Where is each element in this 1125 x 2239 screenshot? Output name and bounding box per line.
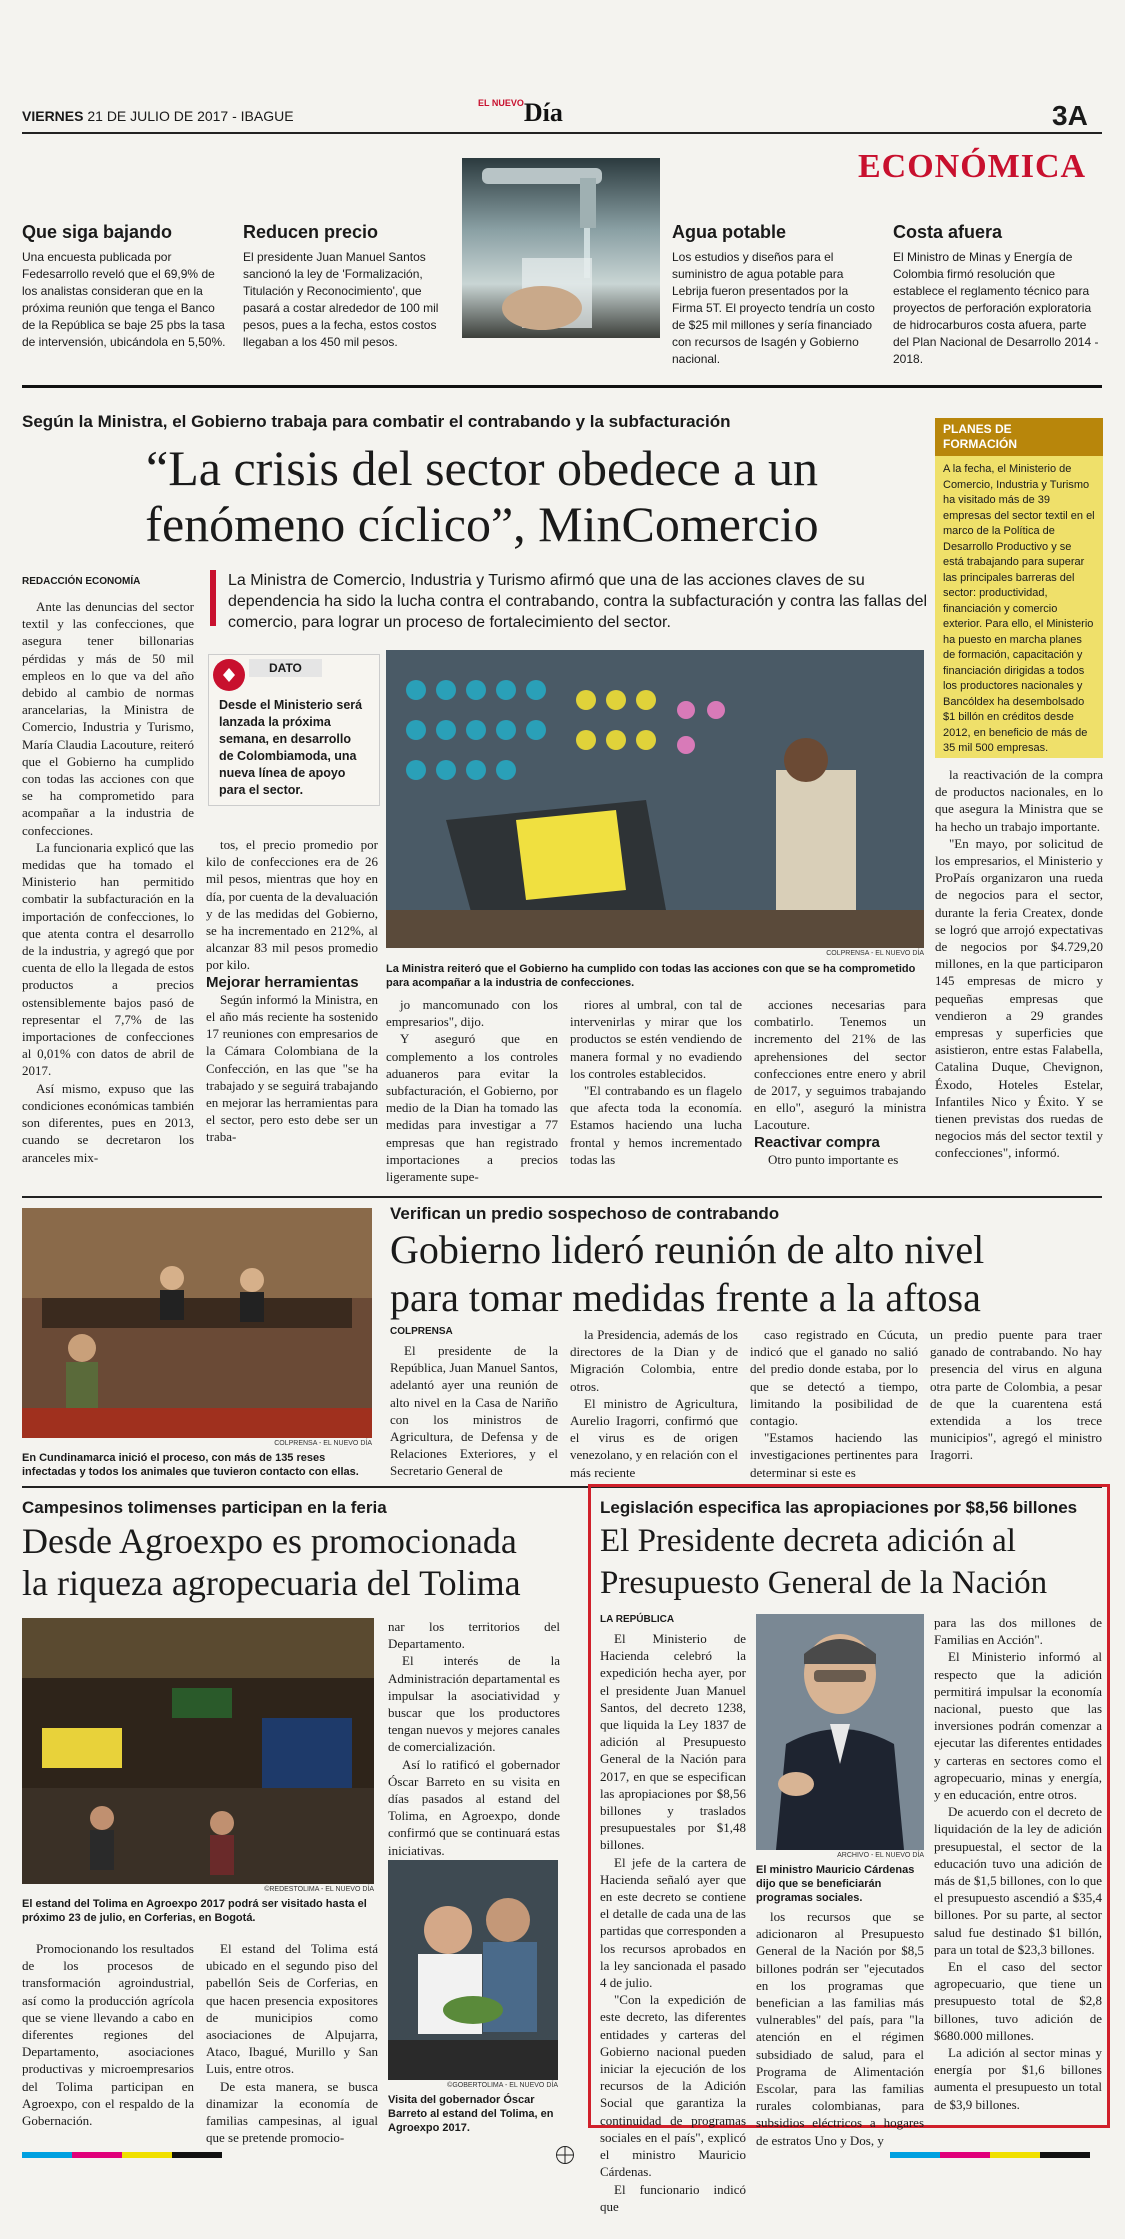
sidebar-text: A la fecha, el Ministerio de Comercio, Industria y Turismo ha visitado más de 39 empresas del sector textil en el marco de la Política de Desarrollo Productivo y se está trabajando para superar las principales barreras del sector: productividad, financiación y comercio exterior. Para ello, el Ministerio ha puesto en marcha planes de formación, capacitación y financiación dirigidas a todos los productores nacionales y Bancóldex ha desembolsado $1 billón en créditos desde 2012, en beneficio de más de 35 mil 500 empresas. (943, 463, 1095, 754)
paragraph: El jefe de la cartera de Hacienda señaló ayer que en este decreto se contiene el detalle de cada una de las partidas que corresponden a los recursos aprobados en la ley sancionada el pasado 4 de julio. (600, 1854, 746, 1991)
paragraph: Otro punto importante es (768, 1151, 899, 1167)
paragraph: caso registrado en Cúcuta, indicó que el ganado no salió del predio donde estaba, por lo que se detectó a tiempo, limitando la posibilidad de contagio. (750, 1327, 918, 1429)
presupuesto-col-1 (600, 1630, 746, 2215)
presupuesto-kicker: Legislación especifica las apropiaciones por $8,56 billones (600, 1498, 1078, 1517)
paragraph: para las dos millones de Familias en Acción". (934, 1615, 1102, 1648)
aftosa-col-3 (750, 1326, 918, 1481)
paragraph: La funcionaria explicó que las medidas que ha tomado el Ministerio han permitido combatir la subfacturación en la importación de confecciones, lo que atenta contra el desarrollo de la industria, y agregó que por cuenta de ello la llegada de estos productos a precios ostensiblemente bajos pasó de representar el 7,7% de las importaciones de confecciones al 0,01% con datos de abril de 2017. (22, 839, 194, 1079)
aftosa-col-1 (390, 1342, 558, 1480)
paragraph: Así mismo, expuso que las condiciones económicas también son diferentes, pues en 2013, cuando se decretaron los aranceles mix- (22, 1080, 194, 1165)
print-colorbar (22, 2152, 222, 2158)
sidebar-title (935, 418, 1103, 456)
paragraph: los recursos que se adicionaron al Presupuesto General de la Nación por $8,5 billones podrán ser "ejecutados en los programas que benefician a las familias más vulnerables" del país, para "la atención en el régimen subsidiado de salud, para el Programa de Alimentación Escolar, para las familias rurales colombianas, para subsidios eléctricos a hogares de estratos Uno y Dos, y (756, 1909, 924, 2148)
aftosa-byline: COLPRENSA (390, 1326, 453, 1337)
newspaper-logo (478, 98, 563, 128)
agroexpo-photo-caption: El estand del Tolima en Agroexpo 2017 podrá ser visitado hasta el próximo 23 de julio, en Corferias, en Bogotá. (22, 1898, 367, 1924)
brief-body: El Ministro de Minas y Energía de Colombia firmó resolución que establece el reglamento técnico para proyectos de perforación exploratoria de hidrocarburos costa afuera, parte del Plan Nacional de Desarrollo 2014 - 2018. (893, 250, 1099, 366)
sidebar-title-line: PLANES DE (943, 422, 1012, 436)
paragraph: Y aseguró que en complemento a los controles aduaneros para evitar la subfacturación, el Gobierno, por medio de la Dian ha tomado las medidas para investigar a 77 empresas que han registrado importaciones a precios ligeramente supe- (386, 1031, 558, 1185)
paragraph: De acuerdo con el decreto de liquidación de la ley de adición presupuestal, el sector de la educación tuvo una adición de más de $1,5 billones, con lo que el presupuesto ascendió a $35,4 billones. Por su parte, al sector salud fue destinado $1 billón, para un total de $23,3 billones. (934, 1804, 1102, 1957)
headline-line: Desde Agroexpo es promocionada (22, 1521, 517, 1561)
paragraph: jo mancomunado con los empresarios", dijo. (386, 997, 558, 1030)
print-colorbar (890, 2152, 1090, 2158)
dato-box (208, 654, 380, 806)
paragraph: tos, el precio promedio por kilo de confecciones era de 26 mil pesos, mientras que hoy en día, por cuenta de la devaluación y de las medidas del Gobierno, se ha incrementado en 212%, al alcanzar 83 mil pesos promedio por kilo. (206, 837, 378, 973)
main-col-2 (206, 836, 378, 1146)
dato-text: Desde el Ministerio será lanzada la próxima semana, en desarrollo de Colombiamoda, una nueva línea de apoyo para el sector. (219, 698, 363, 797)
textile-illustration (386, 650, 924, 948)
paragraph: La adición al sector minas y energía por $1,6 billones aumenta el presupuesto un total de $3,9 billones. (934, 2045, 1102, 2112)
main-col-1 (22, 598, 194, 1166)
date-rest: 21 DE JULIO DE 2017 - IBAGUE (87, 108, 294, 124)
brief-title: Reducen precio (243, 222, 379, 242)
minister-photo (756, 1614, 924, 1850)
minister-illustration (756, 1614, 924, 1850)
paragraph: El interés de la Administración departamental es impulsar la asociatividad y buscar que los productores tengan nuevos y mejores canales de comercialización. (388, 1653, 560, 1755)
paragraph: "En mayo, por solicitud de los empresarios, el Ministerio y ProPaís organizaron una rueda de negocios para el sector, durante la feria Createx, donde se logró que arrojó expectativas de negocios por $4.729,20 millones, en la que participaron 145 empresas de micro y pequeñas empresas que vendieron a 29 grandes empresas y superficies que asistieron, entre estas Falabella, Catalina Duque, Chevignon, Éxodo, Hoteles Estelar, Infantiles Nico y Éxito. Y se tienen previstas dos ruedas de negocios más del sector textil y confecciones", informó. (935, 835, 1103, 1161)
paragraph: El estand del Tolima está ubicado en el segundo piso del pabellón Seis de Corferias, en que hacen presencia expositores de municipios como asociaciones de Alpujarra, Ataco, Ibagué, Murillo y San Luis, entre otros. (206, 1941, 378, 2077)
brief-title: Costa afuera (893, 222, 1003, 242)
paragraph: la reactivación de la compra de productos nacionales, en lo que asegura la Ministra que se ha hecho un trabajo importante. (935, 767, 1103, 834)
textile-factory-photo (386, 650, 924, 948)
paragraph: El Ministerio informó al respecto que la adición permitirá impulsar la economía nacional, puesto que las inversiones podrán comenzar a ejecutar las diferentes entidades y carteras en sectores como el agropecuario, minas y energía, y en educación, entre otros. (934, 1649, 1102, 1803)
paragraph: un predio puente para traer ganado de contrabando. No hay presencia del virus en alguna otra parte de Colombia, a pesar de que la cuarentena está extendida a los trece municipios", agregó el ministro Iragorri. (930, 1327, 1102, 1463)
brief-title: Que siga bajando (22, 222, 173, 242)
agroexpo-col-2 (206, 1940, 378, 2146)
paragraph: "Estamos haciendo las investigaciones pertinentes para determinar si este es (750, 1430, 918, 1480)
page-number: 3A (1052, 100, 1088, 131)
headline-line: El Presidente decreta adición al (600, 1523, 1016, 1559)
paragraph: De esta manera, se busca dinamizar la economía de familias campesinas, al igual que se pretende promocio- (206, 2078, 378, 2146)
main-photo-caption: La Ministra reiteró que el Gobierno ha cumplido con todas las acciones con que se ha comprometido para acompañar a la industria de confecciones. (386, 963, 916, 989)
agroexpo-col-3 (388, 1618, 560, 1859)
agroexpo-kicker: Campesinos tolimenses participan en la feria (22, 1498, 387, 1517)
subhead: Reactivar compra (754, 1133, 880, 1151)
presupuesto-col-3 (934, 1614, 1102, 2113)
meeting-illustration (22, 1208, 372, 1438)
paragraph: la Presidencia, además de los directores de la Dian y de Migración Colombia, entre otros. (570, 1327, 738, 1394)
presupuesto-headline (600, 1520, 1100, 1604)
aftosa-photo-caption: En Cundinamarca inició el proceso, con más de 135 reses infectadas y todos los animales que tuvieron contacto con ellas. (22, 1452, 359, 1478)
section-title: ECONÓMICA (858, 148, 1087, 185)
date-day: VIERNES (22, 108, 84, 124)
main-headline (22, 440, 942, 552)
page-date (22, 108, 294, 124)
aftosa-col-4 (930, 1326, 1102, 1464)
brief-title: Agua potable (672, 222, 787, 242)
aftosa-photo-credit: COLPRENSA - EL NUEVO DÍA (274, 1440, 372, 1447)
headline-line: la riqueza agropecuaria del Tolima (22, 1563, 521, 1603)
paragraph: "El contrabando es un flagelo que afecta toda la economía. Estamos haciendo una lucha frontal y hemos incrementado todas las (570, 1083, 742, 1167)
brief-3 (672, 222, 877, 368)
brief-body: Los estudios y diseños para el suministro de agua potable para Lebrija fueron presentados por la Firma 5T. El proyecto tendría un costo de $25 mil millones y sería financiado con recursos de Isagén y Gobierno nacional. (672, 250, 875, 366)
aftosa-kicker: Verifican un predio sospechoso de contrabando (390, 1204, 780, 1223)
headline-line: “La crisis del sector obedece a un (146, 440, 818, 496)
paragraph: nar los territorios del Departamento. (388, 1619, 560, 1652)
brief-4 (893, 222, 1103, 368)
registration-mark-icon (556, 2146, 574, 2164)
main-kicker: Según la Ministra, el Gobierno trabaja para combatir el contrabando y la subfacturación (22, 412, 731, 431)
minister-photo-caption: El ministro Mauricio Cárdenas dijo que se beneficiarán programas sociales. (756, 1864, 915, 1904)
agroexpo-stand-photo (22, 1618, 374, 1884)
agroexpo-photo-credit: ©REDESTOLIMA - EL NUEVO DÍA (264, 1886, 374, 1893)
sidebar-title-line: FORMACIÓN (943, 437, 1017, 451)
headline-line: Presupuesto General de la Nación (600, 1565, 1048, 1601)
paragraph: Promocionando los resultados de los procesos de transformación agroindustrial, así como la producción agrícola que se viene llevando a cabo en diferentes regiones del Departamento, asociaciones productivas y microempresarios del Tolima participan en Agroexpo, con el respaldo de la Gobernación. (22, 1941, 194, 2129)
minister-photo-credit: ARCHIVO - EL NUEVO DÍA (837, 1852, 924, 1859)
paragraph: acciones necesarias para combatirlo. Tenemos un incremento del 21% de las aprehensiones del sector confecciones entre enero y abril de 2017, y seguimos trabajando en ello", aseguró la ministra Lacouture. (754, 997, 926, 1133)
governor-illustration (388, 1860, 558, 2080)
lead-bar (210, 570, 216, 626)
governor-photo-credit: ©GOBERTOLIMA - EL NUEVO DÍA (447, 2082, 558, 2089)
subhead: Mejorar herramientas (206, 973, 359, 991)
main-byline: REDACCIÓN ECONOMÍA (22, 576, 141, 587)
paragraph: Según informó la Ministra, en el año más reciente ha sostenido 17 reuniones con empresarios de la Cámara Colombiana de la Confección, en las que "se ha trabajado y se seguirá trabajando en mejorar las herramientas para el sector, pero esto debe ser un traba- (206, 991, 378, 1145)
headline-line: fenómeno cíclico”, MinComercio (145, 496, 819, 552)
presupuesto-byline: LA REPÚBLICA (600, 1614, 675, 1625)
paragraph: Ante las denuncias del sector textil y las confecciones, que asegura tener billonarias pérdidas y más de 50 mil empleos en lo que va del año debido al cambio de normas arancelarias, la Ministra de Comercio, Industria y Turismo, María Claudia Lacouture, reiteró que el Gobierno ha cumplido con todas las acciones con que se ha comprometido para acompañar a la industria de confecciones. (22, 599, 194, 838)
aftosa-col-2 (570, 1326, 738, 1481)
paragraph: El presidente de la República, Juan Manuel Santos, adelantó ayer una reunión de alto nivel en la Casa de Nariño con los ministros de Agricultura, de Defensa y de Relaciones Exteriores, y el Secretario General de (390, 1343, 558, 1479)
agroexpo-headline (22, 1520, 602, 1604)
main-photo-credit: COLPRENSA - EL NUEVO DÍA (826, 950, 924, 957)
faucet-photo (462, 158, 660, 338)
paragraph: riores al umbral, con tal de intervenirlas y mirar que los productos se estén vendiendo de manera formal y no evadiendo los controles establecidos. (570, 997, 742, 1081)
governor-photo-caption: Visita del gobernador Óscar Barreto al estand del Tolima, en Agroexpo 2017. (388, 2094, 554, 2134)
governor-photo (388, 1860, 558, 2080)
brief-body: Una encuesta publicada por Fedesarrollo reveló que el 69,9% de los analistas consideran que en la próxima reunión que tenga el Banco de la República se baje 25 pbs la tasa de intervensión, ubicándola en 5,50%. (22, 250, 226, 349)
dato-icon (213, 659, 245, 691)
planes-sidebar (935, 418, 1103, 758)
paragraph: El funcionario indicó que (600, 2181, 746, 2214)
main-col-6 (935, 766, 1103, 1162)
aftosa-headline (390, 1226, 1110, 1322)
faucet-illustration (462, 158, 660, 338)
brief-body: El presidente Juan Manuel Santos sancionó la ley de 'Formalización, Titulación y Reconocimiento', que pasará a costar alrededor de 100 mil pesos, pues a la fecha, estos costos llegaban a los 450 mil pesos. (243, 250, 439, 349)
main-col-3 (386, 996, 558, 1185)
headline-line: Gobierno lideró reunión de alto nivel (390, 1227, 985, 1272)
dato-label: DATO (249, 659, 322, 677)
paragraph: El Ministerio de Hacienda celebró la expedición hecha ayer, por el presidente Juan Manuel Santos, del decreto 1238, que liquida la Ley 1837 de adición al Presupuesto General de la Nación para 2017, en que se especifican las apropiaciones por $8,56 billones y traslados presupuestales por $1,48 billones. (600, 1631, 746, 1853)
main-col-5 (754, 996, 926, 1168)
headline-line: para tomar medidas frente a la aftosa (390, 1275, 981, 1320)
main-lead: La Ministra de Comercio, Industria y Turismo afirmó que una de las acciones claves de su dependencia ha sido la lucha contra el contrabando, contra la subfacturación y contra las fallas del comercio, para lograr un proceso de fortalecimiento del sector. (228, 572, 928, 631)
paragraph: En el caso del sector agropecuario, que tiene un presupuesto total de $2,8 billones, tuvo adición de $680.000 millones. (934, 1959, 1102, 2043)
main-col-4 (570, 996, 742, 1168)
paragraph: El ministro de Agricultura, Aurelio Iragorri, confirmó que el virus es de origen venezolano, y en relación con el más reciente (570, 1395, 738, 1480)
brief-1 (22, 222, 227, 351)
agroexpo-col-1 (22, 1940, 194, 2129)
logo-small: EL NUEVO (478, 98, 524, 108)
meeting-photo (22, 1208, 372, 1438)
logo-big: Día (523, 98, 563, 127)
stand-illustration (22, 1618, 374, 1884)
paragraph: Así lo ratificó el gobernador Óscar Barreto en su visita en días pasados al estand del Tolima, en Agroexpo, donde confirmó que se continuará estas iniciativas. (388, 1756, 560, 1858)
brief-2 (243, 222, 448, 351)
paragraph: "Con la expedición de este decreto, las diferentes entidades y carteras del Gobierno nacional pueden iniciar la ejecución de los recursos de la Adición Social que garantiza la continuidad de programas sociales en el país", explicó el ministro Mauricio Cárdenas. (600, 1992, 746, 2180)
presupuesto-col-2 (756, 1908, 924, 2149)
